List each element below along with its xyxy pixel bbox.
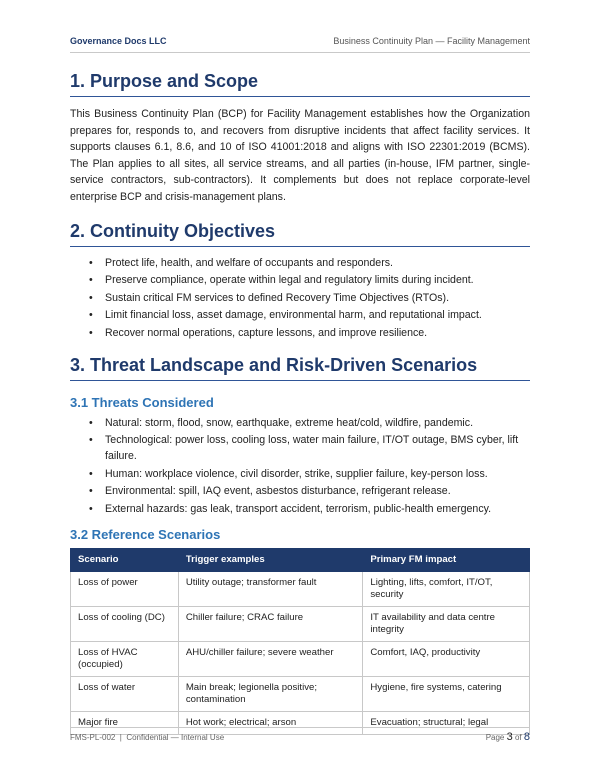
bullet-icon: • [89,291,93,304]
company-name: Governance Docs LLC [70,36,167,46]
table-cell: Chiller failure; CRAC failure [178,606,363,641]
list-item [70,432,530,464]
page-current: 3 [506,731,513,743]
section-continuity-objectives [70,221,530,341]
table-cell: Loss of water [71,676,179,711]
table-cell: Main break; legionella positive; contamination [178,676,363,711]
section-heading: 2. Continuity Objectives [70,221,530,247]
table-cell: Evacuation; structural; legal [363,711,530,734]
list-item [70,325,530,341]
page-header [70,34,530,53]
page-total: 8 [523,731,530,743]
list-item [70,415,530,431]
bullet-icon: • [89,467,93,480]
list-item [70,307,530,323]
bullet-icon: • [89,309,93,322]
list-item-text: External hazards: gas leak, transport accident, terrorism, public-health emergency. [105,502,492,515]
list-item [70,483,530,499]
list-item [70,501,530,517]
list-item-text: Technological: power loss, cooling loss, water main failure, IT/OT outage, BMS cyber, lift failure. [105,434,519,463]
bullet-icon: • [89,485,93,498]
column-header: Primary FM impact [363,548,530,571]
page-number [486,731,530,743]
column-header: Trigger examples [178,548,363,571]
document-title: Business Continuity Plan — Facility Management [333,36,530,46]
bullet-icon: • [89,416,93,429]
page-label: Page [485,733,505,742]
column-header: Scenario [71,548,179,571]
objectives-list [70,255,530,341]
page-footer [70,727,530,742]
page-of: of [514,733,522,742]
table-cell: Hot work; electrical; arson [178,711,363,734]
table-row [71,606,530,641]
table-cell: Loss of HVAC (occupied) [71,641,179,676]
table-header-row [71,548,530,571]
reference-scenarios-table [70,548,530,735]
table-row [71,676,530,711]
list-item-text: Natural: storm, flood, snow, earthquake, extreme heat/cold, wildfire, pandemic. [105,416,474,429]
list-item-text: Human: workplace violence, civil disorder, strike, supplier failure, key-person loss. [105,467,488,480]
footer-doc-id: FMS-PL-002 | Confidential — Internal Use [70,733,225,742]
table-cell: Major fire [71,711,179,734]
list-item [70,272,530,288]
section-heading: 3. Threat Landscape and Risk-Driven Scenarios [70,355,530,381]
table-cell: Comfort, IAQ, productivity [363,641,530,676]
table-cell: Hygiene, fire systems, catering [363,676,530,711]
section-heading: 1. Purpose and Scope [70,71,530,97]
table-cell: Loss of power [71,571,179,606]
section-threat-landscape [70,355,530,735]
table-cell: IT availability and data centre integrity [363,606,530,641]
subsection-heading: 3.1 Threats Considered [70,394,214,410]
list-item-text: Recover normal operations, capture lessons, and improve resilience. [105,326,428,339]
list-item-text: Limit financial loss, asset damage, environmental harm, and reputational impact. [105,309,482,322]
bullet-icon: • [89,274,93,287]
page-content [70,66,530,735]
bullet-icon: • [89,256,93,269]
list-item [70,466,530,482]
threats-list [70,415,530,517]
table-cell: AHU/chiller failure; severe weather [178,641,363,676]
table-cell: Utility outage; transformer fault [178,571,363,606]
subsection-heading: 3.2 Reference Scenarios [70,526,221,542]
list-item-text: Sustain critical FM services to defined Recovery Time Objectives (RTOs). [105,291,450,304]
purpose-paragraph: This Business Continuity Plan (BCP) for Facility Management establishes how the Organization prepares for, responds to, and recovers from disruptive incidents that affect facility services. It supports clauses 6.1, 8.6, and 10 of ISO 41001:2018 and aligns with ISO 22301:2019 (BCMS). The Plan applies to all sites, all service streams, and all parties (in-house, IFM partner, single-service contractors, sub-contractors). It complements but does not replace corporate-level enterprise BCP and crisis-management plans. [70,108,530,203]
bullet-icon: • [89,502,93,515]
list-item-text: Preserve compliance, operate within legal and regulatory limits during incident. [105,274,474,287]
table-row [71,641,530,676]
list-item [70,290,530,306]
list-item-text: Environmental: spill, IAQ event, asbestos disturbance, refrigerant release. [105,485,451,498]
list-item-text: Protect life, health, and welfare of occupants and responders. [105,256,393,269]
table-row [71,571,530,606]
bullet-icon: • [89,434,93,447]
table-cell: Loss of cooling (DC) [71,606,179,641]
bullet-icon: • [89,326,93,339]
section-purpose-scope [70,71,530,206]
list-item [70,255,530,271]
table-cell: Lighting, lifts, comfort, IT/OT, security [363,571,530,606]
